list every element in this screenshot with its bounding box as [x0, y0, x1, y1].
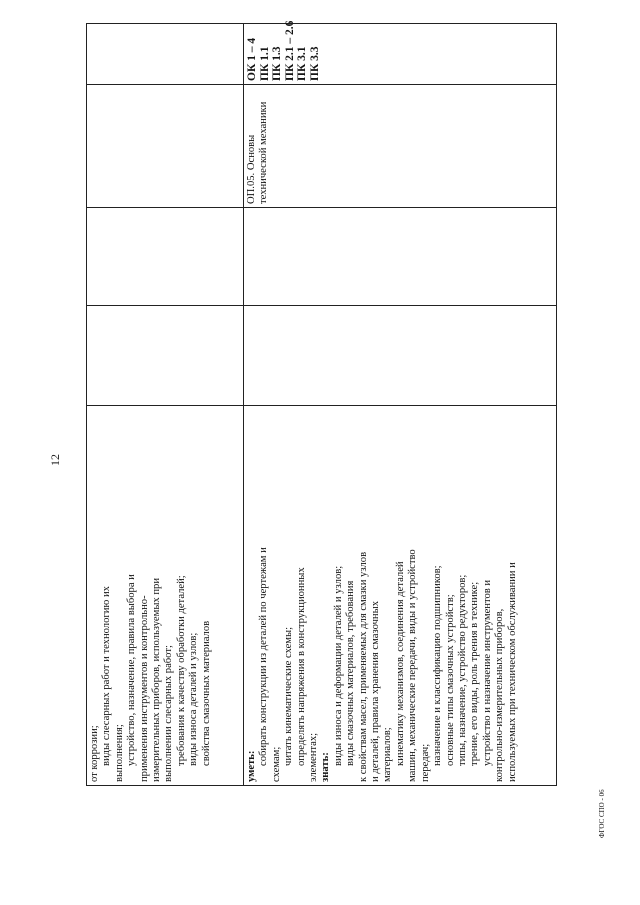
- text-line: читать кинематические схемы;: [283, 626, 295, 766]
- text-line: устройство и назначение инструментов и: [481, 579, 493, 766]
- text-line: материалов;: [382, 727, 394, 782]
- discipline-line: ОП.05. Основы: [246, 134, 257, 204]
- rotated-table-container: [86, 20, 556, 786]
- cell-top-col3: [87, 208, 244, 306]
- competence-code: ПК 3.1: [296, 46, 308, 81]
- text-line: определять напряжения в конструкционных: [295, 567, 307, 766]
- text-line: требования к качеству обработки деталей;: [175, 575, 187, 766]
- table-row-top: [87, 24, 244, 786]
- cell-discipline: [244, 85, 557, 208]
- text-line: виды слесарных работ и технологию их: [101, 586, 113, 766]
- text-line: свойства смазочных материалов: [200, 620, 212, 766]
- cell-top-col2: [87, 306, 244, 406]
- cell-bottom-text: [244, 406, 557, 786]
- page-number: 12: [48, 454, 62, 466]
- text-line: типы, назначение, устройство редукторов;: [456, 574, 468, 766]
- text-line: передач;: [419, 743, 431, 782]
- text-line: к свойствам масел, применяемых для смазки узлов: [357, 551, 369, 782]
- text-line: схемам;: [270, 746, 282, 782]
- text-line: уметь:: [246, 750, 257, 782]
- text-line: трение, его виды, роль трения в технике;: [469, 581, 481, 766]
- text-line: применения инструментов и контрольно-: [138, 595, 150, 782]
- cell-bottom-col2: [244, 306, 557, 406]
- competence-code: ПК 1.3: [271, 46, 283, 81]
- cell-top-col4: [87, 85, 244, 208]
- cell-top-col5: [87, 24, 244, 85]
- text-line: виды износа деталей и узлов;: [188, 632, 200, 766]
- text-line: виды смазочных материалов, требования: [345, 580, 357, 766]
- cell-top-text: [87, 406, 244, 786]
- text-line: кинематику механизмов, соединения деталей: [394, 561, 406, 766]
- text-line: назначение и классификацию подшипников;: [432, 565, 444, 766]
- text-line: собирать конструкции из деталей по чертежам и: [258, 547, 270, 766]
- text-line: от коррозии;: [89, 725, 100, 782]
- text-line: и деталей, правила хранения смазочных: [370, 600, 382, 782]
- text-line: выполнения;: [113, 724, 125, 782]
- text-line: машин, механические передачи, виды и устройство: [407, 549, 419, 782]
- cell-competences: [244, 20, 557, 85]
- competence-code: ПК 2.1 – 2.6: [283, 20, 296, 81]
- text-line: основные типы смазочных устройств;: [444, 594, 456, 766]
- competency-table: [86, 20, 557, 786]
- competence-code: ПК 1.1: [258, 46, 271, 81]
- footer-code: ФГОС СПО - 06: [598, 789, 606, 838]
- competence-code: ПК 3.3: [308, 46, 321, 81]
- discipline-line: технической механики: [258, 101, 270, 204]
- text-line: выполнении слесарных работ;: [163, 645, 175, 782]
- cell-bottom-col3: [244, 208, 557, 306]
- text-line: элементах;: [308, 732, 320, 782]
- text-line: устройство, назначение, правила выбора и: [126, 574, 138, 766]
- table-row-bottom: [244, 24, 557, 786]
- text-line: используемых при техническом обслуживании и: [506, 562, 518, 782]
- text-line: контрольно-измерительных приборов,: [494, 608, 506, 782]
- text-line: виды износа и деформации деталей и узлов;: [332, 565, 344, 766]
- text-line: измерительных приборов, используемых при: [151, 577, 163, 782]
- text-line: знать:: [320, 752, 332, 782]
- competence-code: ОК 1 – 4: [246, 37, 258, 81]
